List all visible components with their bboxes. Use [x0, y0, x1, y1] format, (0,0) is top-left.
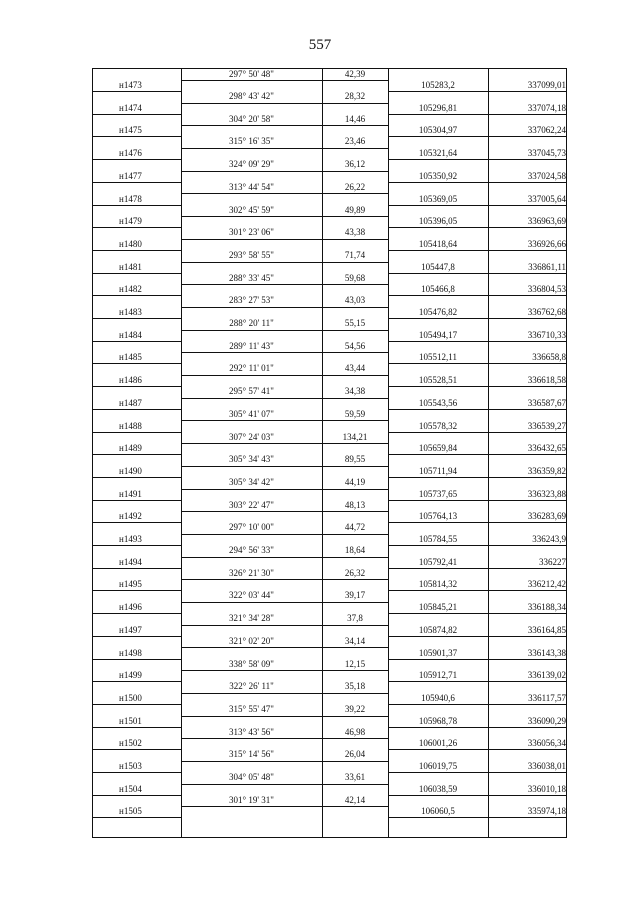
direction-cell: 321° 02' 20"	[229, 635, 274, 646]
row-divider	[388, 817, 566, 818]
distance-cell: 43,03	[344, 295, 366, 306]
point-cell: н1495	[119, 579, 142, 590]
y-coordinate-cell: 336117,57	[528, 692, 566, 703]
table-row	[93, 375, 566, 398]
x-coordinate-cell: 105711,94	[419, 465, 457, 476]
x-coordinate-cell: 105874,82	[418, 624, 458, 635]
y-coordinate-cell: 337045,73	[527, 148, 566, 159]
point-cell: н1496	[119, 602, 142, 613]
table-row	[93, 784, 566, 807]
x-coordinate-cell: 105528,51	[418, 375, 458, 386]
direction-cell: 324° 09' 29"	[229, 159, 274, 170]
direction-cell: 326° 21' 30"	[229, 567, 274, 578]
x-coordinate-cell: 105792,41	[418, 556, 458, 567]
point-cell: н1487	[119, 397, 142, 408]
table-row	[93, 216, 566, 239]
x-coordinate-cell: 105912,71	[418, 670, 458, 681]
row-divider	[388, 136, 566, 137]
x-coordinate-cell: 105447,8	[421, 261, 455, 272]
direction-cell: 304° 20' 58"	[229, 113, 274, 124]
row-divider	[388, 772, 566, 773]
x-coordinate-cell: 105296,81	[418, 102, 458, 113]
row-divider	[93, 568, 181, 569]
point-cell: н1502	[119, 738, 142, 749]
y-coordinate-cell: 336188,34	[527, 602, 566, 613]
row-divider	[388, 318, 566, 319]
y-coordinate-cell: 336164,85	[527, 624, 566, 635]
table-row	[93, 352, 566, 375]
point-cell: н1486	[119, 375, 142, 386]
direction-cell: 298° 43' 42"	[229, 91, 274, 101]
point-cell: н1473	[119, 80, 142, 90]
table-row	[93, 194, 566, 217]
row-divider	[388, 409, 566, 410]
direction-cell: 303° 22' 47"	[229, 499, 274, 510]
x-coordinate-cell: 105466,8	[421, 284, 455, 295]
point-cell: н1494	[119, 556, 142, 567]
distance-cell: 59,68	[344, 272, 366, 283]
table-row	[93, 69, 566, 80]
distance-cell: 23,46	[344, 136, 366, 147]
x-coordinate-cell: 106038,59	[418, 783, 458, 794]
table-row	[93, 239, 566, 262]
point-cell: н1481	[119, 261, 142, 272]
x-coordinate-cell: 105369,05	[418, 193, 458, 204]
x-coordinate-cell: 105901,37	[418, 647, 458, 658]
point-cell: н1477	[119, 170, 142, 181]
point-cell: н1505	[119, 806, 142, 817]
coordinates-table	[92, 68, 567, 838]
distance-cell: 39,17	[344, 590, 366, 601]
row-divider	[93, 500, 181, 501]
direction-cell: 292° 11' 01"	[229, 363, 274, 374]
direction-cell: 297° 10' 00"	[229, 522, 274, 533]
point-cell: н1500	[119, 692, 142, 703]
direction-cell: 289° 11' 43"	[229, 340, 274, 351]
direction-cell: 297° 50' 48"	[229, 69, 274, 79]
x-coordinate-cell: 105940,6	[421, 692, 455, 703]
row-divider	[388, 432, 566, 433]
table-row	[93, 761, 566, 784]
x-coordinate-cell: 105494,17	[418, 329, 458, 340]
point-cell: н1480	[119, 238, 142, 249]
row-divider	[93, 727, 181, 728]
table-row	[93, 307, 566, 330]
y-coordinate-cell: 336861,11	[528, 261, 566, 272]
y-coordinate-cell: 336432,65	[527, 443, 566, 454]
y-coordinate-cell: 335974,18	[527, 806, 566, 817]
row-divider	[388, 590, 566, 591]
row-divider	[93, 432, 181, 433]
table-row	[93, 262, 566, 285]
distance-cell: 42,14	[344, 794, 366, 805]
row-divider	[388, 727, 566, 728]
row-divider	[93, 772, 181, 773]
table-row	[93, 648, 566, 671]
point-cell: н1476	[119, 148, 142, 159]
direction-cell: 301° 19' 31"	[229, 794, 274, 805]
distance-cell: 18,64	[344, 545, 366, 555]
distance-cell: 89,55	[344, 454, 366, 465]
y-coordinate-cell: 336963,69	[527, 216, 566, 227]
y-coordinate-cell: 337062,24	[527, 125, 566, 136]
y-coordinate-cell: 336010,18	[527, 783, 566, 794]
y-coordinate-cell: 336038,01	[527, 761, 566, 771]
table-row	[93, 579, 566, 602]
row-divider	[388, 182, 566, 183]
point-cell: н1490	[119, 465, 142, 476]
row-divider	[93, 114, 181, 115]
row-divider	[93, 363, 181, 364]
point-cell: н1503	[119, 761, 142, 771]
table-row	[93, 693, 566, 716]
row-divider	[388, 568, 566, 569]
table-row	[93, 602, 566, 625]
distance-cell: 35,18	[344, 681, 366, 692]
row-divider	[93, 409, 181, 410]
direction-cell: 288° 20' 11"	[229, 318, 274, 328]
distance-cell: 28,32	[344, 91, 366, 101]
distance-cell: 43,38	[344, 227, 366, 238]
point-cell: н1484	[119, 329, 142, 340]
x-coordinate-cell: 105321,64	[418, 148, 458, 159]
direction-cell: 321° 34' 28"	[229, 613, 274, 624]
table-row	[93, 80, 566, 103]
point-cell: н1504	[119, 783, 142, 794]
row-divider	[388, 749, 566, 750]
point-cell: н1489	[119, 443, 142, 454]
direction-cell: 315° 14' 56"	[229, 749, 274, 760]
point-cell: н1483	[119, 307, 142, 317]
y-coordinate-cell: 336539,27	[527, 420, 566, 431]
distance-cell: 54,56	[344, 340, 366, 351]
table-row	[93, 284, 566, 307]
row-divider	[93, 273, 181, 274]
table-row	[93, 511, 566, 534]
row-divider	[388, 91, 566, 92]
point-cell: н1492	[119, 511, 142, 522]
y-coordinate-cell: 336359,82	[527, 465, 566, 476]
distance-cell: 33,61	[344, 772, 366, 782]
table-row	[93, 466, 566, 489]
table-row	[93, 125, 566, 148]
page-number: 557	[308, 37, 332, 53]
distance-cell: 26,22	[344, 181, 366, 192]
distance-cell: 12,15	[344, 658, 366, 669]
row-divider	[93, 477, 181, 478]
point-cell: н1482	[119, 284, 142, 295]
direction-cell: 322° 26' 11"	[229, 681, 274, 692]
table-row	[93, 421, 566, 444]
point-cell: н1478	[119, 193, 142, 204]
row-divider	[93, 817, 181, 818]
row-divider	[93, 795, 181, 796]
table-row	[93, 625, 566, 648]
direction-cell: 305° 34' 43"	[229, 454, 274, 465]
x-coordinate-cell: 105396,05	[418, 216, 458, 227]
x-coordinate-cell: 105476,82	[418, 307, 458, 317]
y-coordinate-cell: 336926,66	[527, 238, 566, 249]
y-coordinate-cell: 336283,69	[527, 511, 566, 522]
row-divider	[388, 114, 566, 115]
distance-cell: 37,8	[347, 613, 363, 624]
point-cell: н1479	[119, 216, 142, 227]
row-divider	[93, 454, 181, 455]
y-coordinate-cell: 336658,8	[532, 352, 566, 363]
direction-cell: 302° 45' 59"	[229, 204, 274, 215]
distance-cell: 49,89	[344, 204, 366, 215]
distance-cell: 71,74	[344, 249, 366, 260]
x-coordinate-cell: 105784,55	[418, 534, 458, 544]
row-divider	[93, 227, 181, 228]
point-cell: н1497	[119, 624, 142, 635]
y-coordinate-cell: 336090,29	[527, 715, 566, 726]
distance-cell: 44,19	[344, 476, 366, 487]
table-row	[93, 670, 566, 693]
row-divider	[93, 136, 181, 137]
x-coordinate-cell: 106019,75	[418, 761, 458, 771]
y-coordinate-cell: 336323,88	[527, 488, 566, 499]
distance-cell: 48,13	[344, 499, 366, 510]
x-coordinate-cell: 105737,65	[418, 488, 458, 499]
direction-cell: 283° 27' 53"	[229, 295, 274, 306]
direction-cell: 313° 44' 54"	[229, 181, 274, 192]
direction-cell: 313° 43' 56"	[229, 726, 274, 737]
direction-cell: 304° 05' 48"	[229, 772, 274, 782]
table-row	[93, 103, 566, 126]
x-coordinate-cell: 105578,32	[418, 420, 458, 431]
row-divider	[388, 545, 566, 546]
distance-cell: 34,38	[344, 386, 366, 397]
direction-cell: 294° 56' 33"	[229, 545, 274, 555]
table-row	[93, 534, 566, 557]
row-divider	[388, 659, 566, 660]
row-divider	[93, 386, 181, 387]
direction-cell: 322° 03' 44"	[229, 590, 274, 601]
direction-cell: 315° 55' 47"	[229, 703, 274, 714]
row-divider	[93, 159, 181, 160]
point-cell: н1488	[119, 420, 142, 431]
y-coordinate-cell: 337005,64	[527, 193, 566, 204]
distance-cell: 42,39	[344, 69, 366, 79]
row-divider	[388, 250, 566, 251]
table-row	[93, 716, 566, 739]
x-coordinate-cell: 106060,5	[421, 806, 455, 817]
x-coordinate-cell: 105845,21	[418, 602, 458, 613]
distance-cell: 44,72	[344, 522, 366, 533]
table-row	[93, 148, 566, 171]
row-divider	[388, 205, 566, 206]
distance-cell: 55,15	[344, 318, 366, 328]
x-coordinate-cell: 105418,64	[418, 238, 458, 249]
y-coordinate-cell: 336762,68	[527, 307, 566, 317]
point-cell: н1485	[119, 352, 142, 363]
table-row	[93, 557, 566, 580]
y-coordinate-cell: 336227	[539, 556, 566, 567]
row-divider	[93, 681, 181, 682]
table-row	[93, 806, 566, 829]
row-divider	[93, 545, 181, 546]
y-coordinate-cell: 336618,58	[527, 375, 566, 386]
x-coordinate-cell: 106001,26	[418, 738, 458, 749]
point-cell: н1491	[119, 488, 142, 499]
x-coordinate-cell: 105283,2	[421, 80, 455, 90]
x-coordinate-cell: 105968,78	[418, 715, 458, 726]
direction-cell: 305° 41' 07"	[229, 408, 274, 419]
y-coordinate-cell: 337074,18	[527, 102, 566, 113]
y-coordinate-cell: 336143,38	[527, 647, 566, 658]
x-coordinate-cell: 105304,97	[418, 125, 458, 136]
row-divider	[93, 590, 181, 591]
y-coordinate-cell: 336710,33	[527, 329, 566, 340]
row-divider	[388, 273, 566, 274]
point-cell: н1499	[119, 670, 142, 681]
row-divider	[388, 636, 566, 637]
row-divider	[93, 205, 181, 206]
y-coordinate-cell: 336804,53	[527, 284, 566, 295]
row-divider	[93, 91, 181, 92]
row-divider	[93, 613, 181, 614]
x-coordinate-cell: 105543,56	[418, 397, 458, 408]
row-divider	[388, 795, 566, 796]
distance-cell: 46,98	[344, 726, 366, 737]
point-cell: н1475	[119, 125, 142, 136]
y-coordinate-cell: 337024,58	[527, 170, 566, 181]
x-coordinate-cell: 105512,11	[419, 352, 457, 363]
direction-cell: 295° 57' 41"	[229, 386, 274, 397]
table-row	[93, 738, 566, 761]
table-row	[93, 489, 566, 512]
row-divider	[93, 659, 181, 660]
row-divider	[388, 227, 566, 228]
row-divider	[388, 613, 566, 614]
row-divider	[93, 250, 181, 251]
row-divider	[93, 522, 181, 523]
point-cell: н1474	[119, 102, 142, 113]
row-divider	[93, 704, 181, 705]
point-cell: н1498	[119, 647, 142, 658]
row-divider	[93, 749, 181, 750]
row-divider	[93, 182, 181, 183]
x-coordinate-cell: 105814,32	[418, 579, 458, 590]
row-divider	[93, 318, 181, 319]
direction-cell: 307° 24' 03"	[229, 431, 274, 442]
distance-cell: 39,22	[344, 703, 366, 714]
row-divider	[388, 681, 566, 682]
y-coordinate-cell: 336243,9	[532, 534, 566, 544]
row-divider	[388, 704, 566, 705]
distance-cell: 26,32	[344, 567, 366, 578]
distance-cell: 59,59	[344, 408, 366, 419]
direction-cell: 338° 58' 09"	[229, 658, 274, 669]
table-row	[93, 398, 566, 421]
row-divider	[388, 522, 566, 523]
direction-cell: 288° 33' 45"	[229, 272, 274, 283]
table-row	[93, 330, 566, 353]
row-divider	[93, 295, 181, 296]
direction-cell: 305° 34' 42"	[229, 476, 274, 487]
row-divider	[388, 500, 566, 501]
distance-cell: 36,12	[344, 159, 366, 170]
table-row	[93, 171, 566, 194]
row-divider	[388, 295, 566, 296]
row-divider	[388, 341, 566, 342]
direction-cell: 293° 58' 55"	[229, 249, 274, 260]
x-coordinate-cell: 105764,13	[418, 511, 458, 522]
distance-cell: 14,46	[344, 113, 366, 124]
direction-cell: 315° 16' 35"	[229, 136, 274, 147]
x-coordinate-cell: 105350,92	[418, 170, 458, 181]
row-divider	[388, 159, 566, 160]
y-coordinate-cell: 336139,02	[527, 670, 566, 681]
x-coordinate-cell: 105659,84	[418, 443, 458, 454]
row-divider	[93, 341, 181, 342]
distance-cell: 43,44	[344, 363, 366, 374]
distance-cell: 34,14	[344, 635, 366, 646]
row-divider	[388, 363, 566, 364]
distance-cell: 134,21	[342, 431, 368, 442]
row-divider	[388, 477, 566, 478]
point-cell: н1493	[119, 534, 142, 544]
distance-cell: 26,04	[344, 749, 366, 760]
point-cell: н1501	[119, 715, 142, 726]
row-divider	[388, 454, 566, 455]
row-divider	[388, 386, 566, 387]
table-row	[93, 443, 566, 466]
y-coordinate-cell: 336587,67	[527, 397, 566, 408]
direction-cell: 301° 23' 06"	[229, 227, 274, 238]
row-divider	[93, 636, 181, 637]
y-coordinate-cell: 337099,01	[527, 80, 566, 90]
y-coordinate-cell: 336212,42	[527, 579, 566, 590]
y-coordinate-cell: 336056,34	[527, 738, 566, 749]
